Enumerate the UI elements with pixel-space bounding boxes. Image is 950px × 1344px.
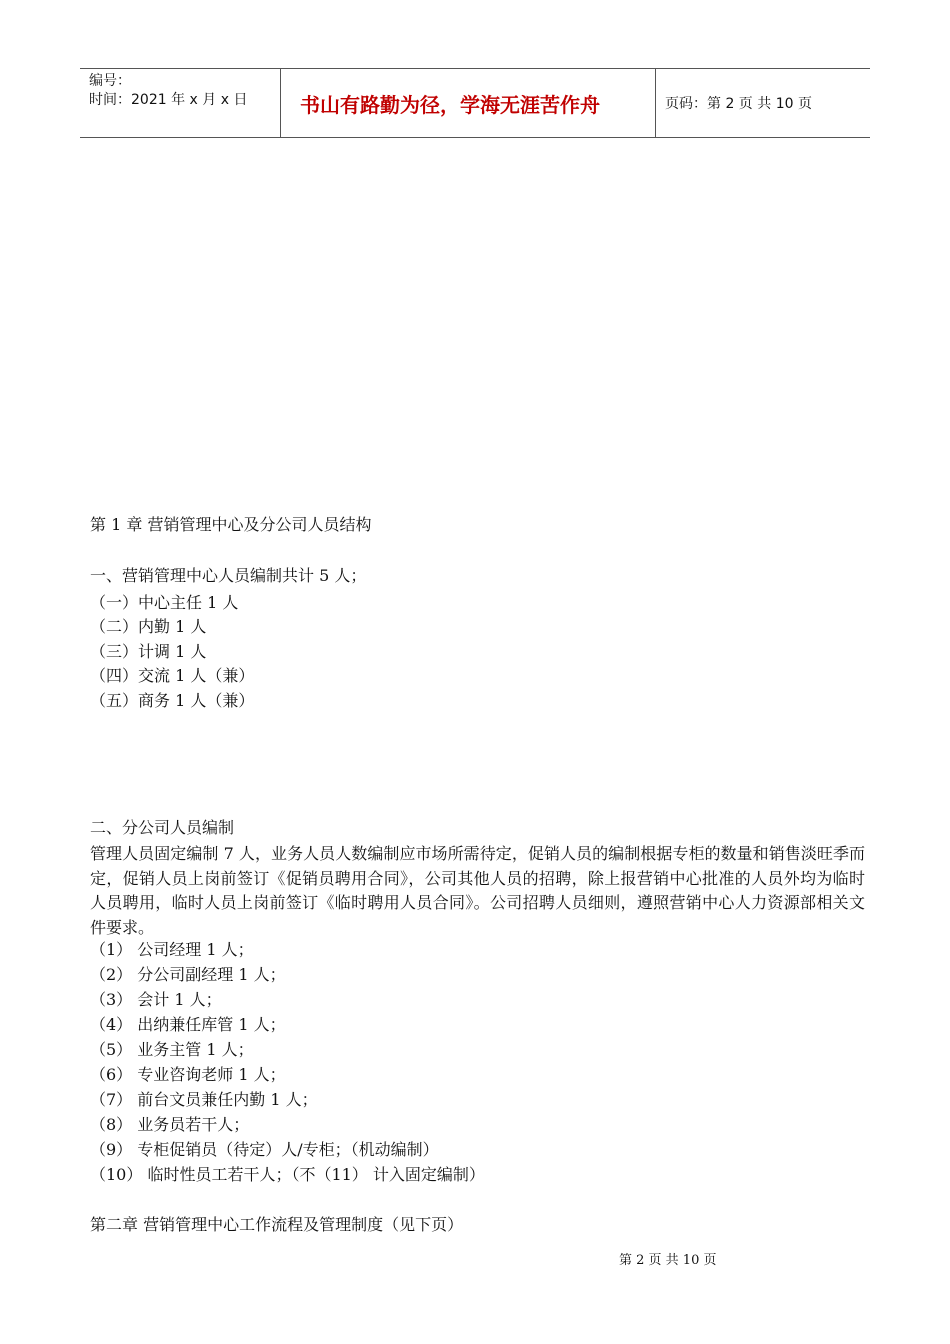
list-item: （三）计调 1 人	[90, 642, 207, 661]
header-meta	[80, 69, 281, 137]
chapter1-title: 第 1 章 营销管理中心及分公司人员结构	[90, 515, 372, 534]
page-footer-number: 第 2 页 共 10 页	[619, 1253, 717, 1268]
list-item: （10） 临时性员工若干人；（不（11） 计入固定编制）	[90, 1165, 485, 1184]
list-item: （4） 出纳兼任库管 1 人；	[90, 1015, 286, 1034]
list-item: （8） 业务员若干人；	[90, 1115, 250, 1134]
document-date-label: 时间：2021 年 x 月 x 日	[89, 92, 248, 108]
list-item: （二）内勤 1 人	[90, 617, 207, 636]
header-motto: 书山有路勤为径，学海无涯苦作舟	[281, 69, 656, 137]
list-item: （2） 分公司副经理 1 人；	[90, 965, 286, 984]
section1-title: 一、营销管理中心人员编制共计 5 人；	[90, 566, 367, 585]
list-item: （7） 前台文员兼任内勤 1 人；	[90, 1090, 318, 1109]
list-item: （四）交流 1 人（兼）	[90, 666, 255, 685]
list-item: （1） 公司经理 1 人；	[90, 940, 254, 959]
list-item: （5） 业务主管 1 人；	[90, 1040, 254, 1059]
list-item: （3） 会计 1 人；	[90, 990, 222, 1009]
document-number-label: 编号：	[89, 73, 131, 89]
section2-paragraph: 管理人员固定编制 7 人，业务人员人数编制应市场所需待定，促销人员的编制根据专柜的数量和销售淡旺季而定，促销人员上岗前签订《促销员聘用合同》，公司其他人员的招聘，除上报营销中心批准的人员外均为临时人员聘用，临时人员上岗前签订《临时聘用人员合同》。公司招聘人员细则，遵照营销中心人力资源部相关文件要求。	[90, 844, 865, 937]
page-header	[80, 68, 870, 138]
list-item: （五）商务 1 人（兼）	[90, 691, 255, 710]
section2-title: 二、分公司人员编制	[90, 818, 235, 837]
list-item: （9） 专柜促销员（待定）人/专柜；（机动编制）	[90, 1140, 439, 1159]
list-item: （一）中心主任 1 人	[90, 593, 239, 612]
chapter2-title: 第二章 营销管理中心工作流程及管理制度（见下页）	[90, 1215, 464, 1234]
list-item: （6） 专业咨询老师 1 人；	[90, 1065, 286, 1084]
header-page-label: 页码：第 2 页 共 10 页	[665, 96, 812, 112]
